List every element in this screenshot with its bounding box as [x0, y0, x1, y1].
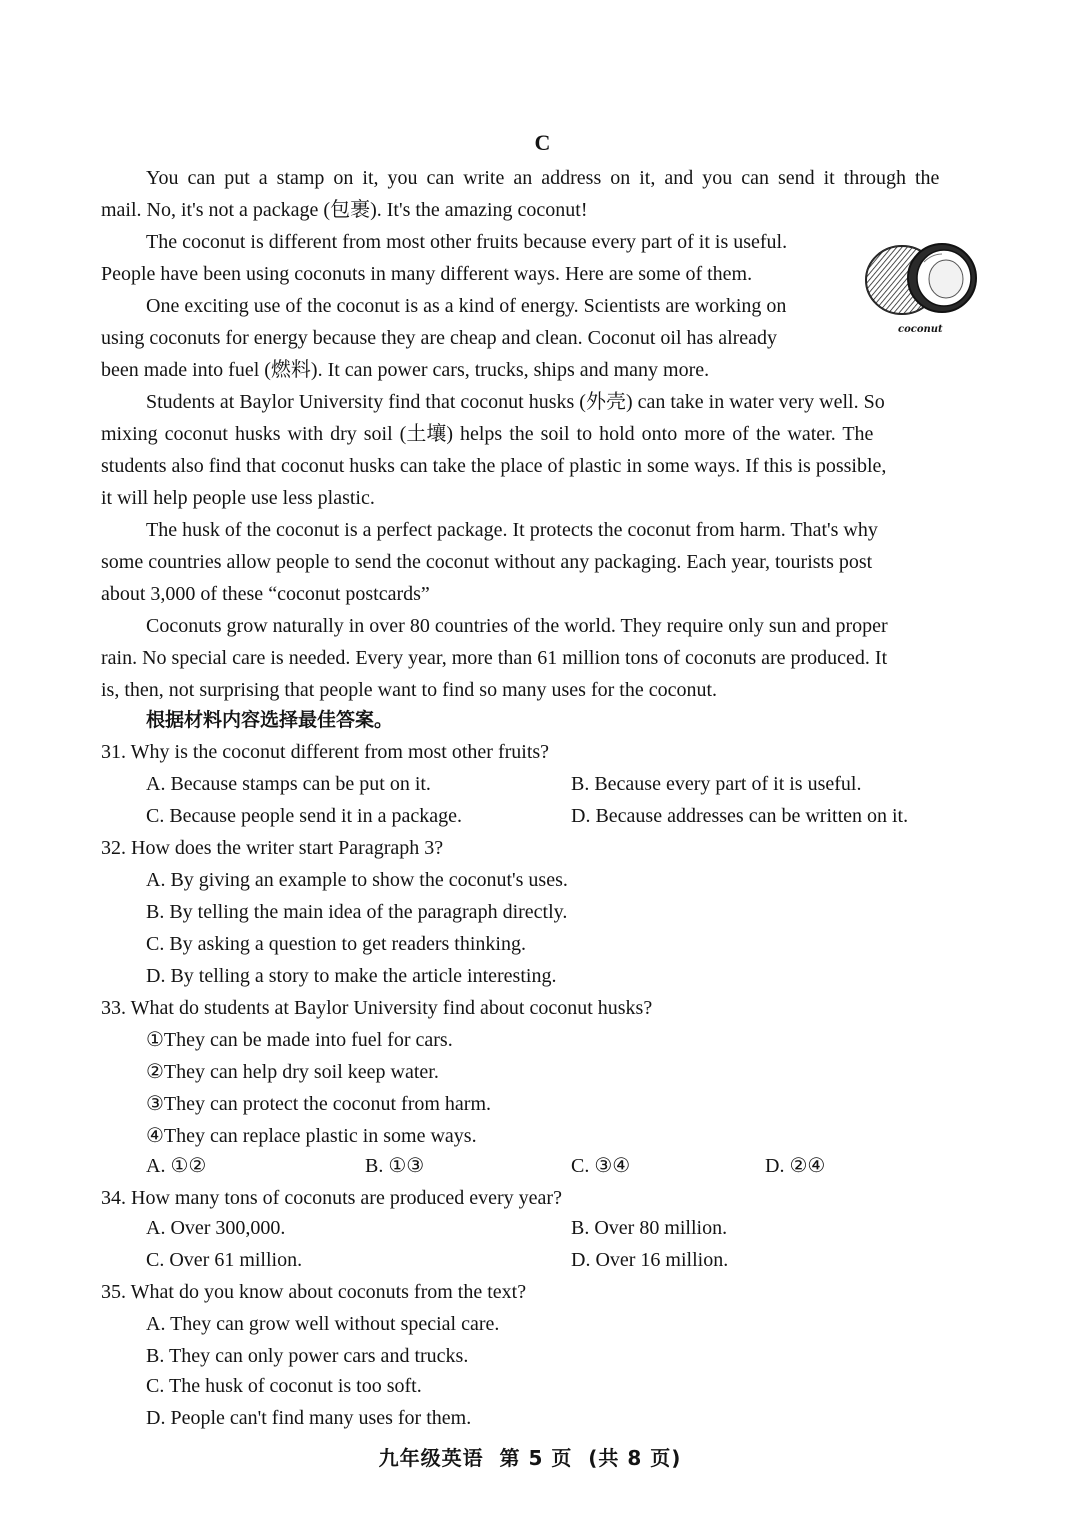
option-d[interactable]: D. By telling a story to make the article interesting. [146, 965, 557, 987]
passage-line: using coconuts for energy because they are cheap and clean. Coconut oil has already [101, 327, 778, 349]
coconut-illustration-icon [862, 232, 982, 324]
passage-line: been made into fuel (燃料). It can power cars, trucks, ships and many more. [101, 359, 710, 381]
option-d[interactable]: D. Over 16 million. [571, 1249, 729, 1271]
passage-line: rain. No special care is needed. Every year, more than 61 million tons of coconuts are produced. It [101, 647, 888, 669]
footer-text: 九年级英语 第 5 页 (共 8 页) [378, 1446, 682, 1470]
option-c[interactable]: C. ③④ [571, 1155, 631, 1177]
passage-line: You can put a stamp on it, you can write an address on it, and you can send it through the [146, 167, 940, 189]
passage-line: Students at Baylor University find that coconut husks (外壳) can take in water very well. So [146, 391, 885, 413]
passage-line: The husk of the coconut is a perfect package. It protects the coconut from harm. That's why [146, 519, 878, 541]
option-b[interactable]: B. ①③ [365, 1155, 425, 1177]
figure-caption: coconut [898, 324, 943, 335]
question-stem: 31. Why is the coconut different from most other fruits? [101, 741, 550, 763]
question-stem: 35. What do you know about coconuts from the text? [101, 1281, 527, 1303]
passage-line: about 3,000 of these “coconut postcards” [101, 583, 430, 605]
question-stem: 32. How does the writer start Paragraph 3? [101, 837, 444, 859]
option-a[interactable]: A. By giving an example to show the coconut's uses. [146, 869, 568, 891]
option-d[interactable]: D. People can't find many uses for them. [146, 1407, 472, 1429]
passage-line: it will help people use less plastic. [101, 487, 375, 509]
passage-line: mixing coconut husks with dry soil (土壤) helps the soil to hold onto more of the water. The [101, 423, 874, 445]
option-c[interactable]: C. By asking a question to get readers thinking. [146, 933, 526, 955]
statement-item: ④They can replace plastic in some ways. [146, 1125, 477, 1147]
option-d[interactable]: D. ②④ [765, 1155, 826, 1177]
passage-line: People have been using coconuts in many different ways. Here are some of them. [101, 263, 753, 285]
statement-item: ①They can be made into fuel for cars. [146, 1029, 453, 1051]
option-b[interactable]: B. They can only power cars and trucks. [146, 1345, 469, 1367]
passage-line: is, then, not surprising that people want to find so many uses for the coconut. [101, 679, 718, 701]
passage-line: Coconuts grow naturally in over 80 countries of the world. They require only sun and proper [146, 615, 888, 637]
option-a[interactable]: A. Because stamps can be put on it. [146, 773, 431, 795]
statement-item: ②They can help dry soil keep water. [146, 1061, 439, 1083]
option-b[interactable]: B. Over 80 million. [571, 1217, 728, 1239]
option-a[interactable]: A. They can grow well without special care. [146, 1313, 500, 1335]
option-c[interactable]: C. Over 61 million. [146, 1249, 303, 1271]
option-c[interactable]: C. The husk of coconut is too soft. [146, 1375, 422, 1397]
passage-line: some countries allow people to send the coconut without any packaging. Each year, tourists post [101, 551, 873, 573]
option-b[interactable]: B. By telling the main idea of the paragraph directly. [146, 901, 568, 923]
passage-line: students also find that coconut husks can take the place of plastic in some ways. If this is possible, [101, 455, 887, 477]
option-d[interactable]: D. Because addresses can be written on it. [571, 805, 909, 827]
page-footer [0, 1442, 1060, 1471]
option-a[interactable]: A. Over 300,000. [146, 1217, 286, 1239]
question-stem: 34. How many tons of coconuts are produced every year? [101, 1187, 562, 1209]
passage-line: The coconut is different from most other fruits because every part of it is useful. [146, 231, 788, 253]
option-b[interactable]: B. Because every part of it is useful. [571, 773, 862, 795]
option-c[interactable]: C. Because people send it in a package. [146, 805, 462, 827]
question-stem: 33. What do students at Baylor University find about coconut husks? [101, 997, 653, 1019]
option-a[interactable]: A. ①② [146, 1155, 207, 1177]
coconut-figure [862, 232, 982, 335]
passage-line: One exciting use of the coconut is as a kind of energy. Scientists are working on [146, 295, 787, 317]
passage-line: mail. No, it's not a package (包裹). It's the amazing coconut! [101, 199, 588, 221]
section-title: C [534, 130, 551, 155]
statement-item: ③They can protect the coconut from harm. [146, 1093, 492, 1115]
instruction-text: 根据材料内容选择最佳答案。 [146, 709, 394, 731]
